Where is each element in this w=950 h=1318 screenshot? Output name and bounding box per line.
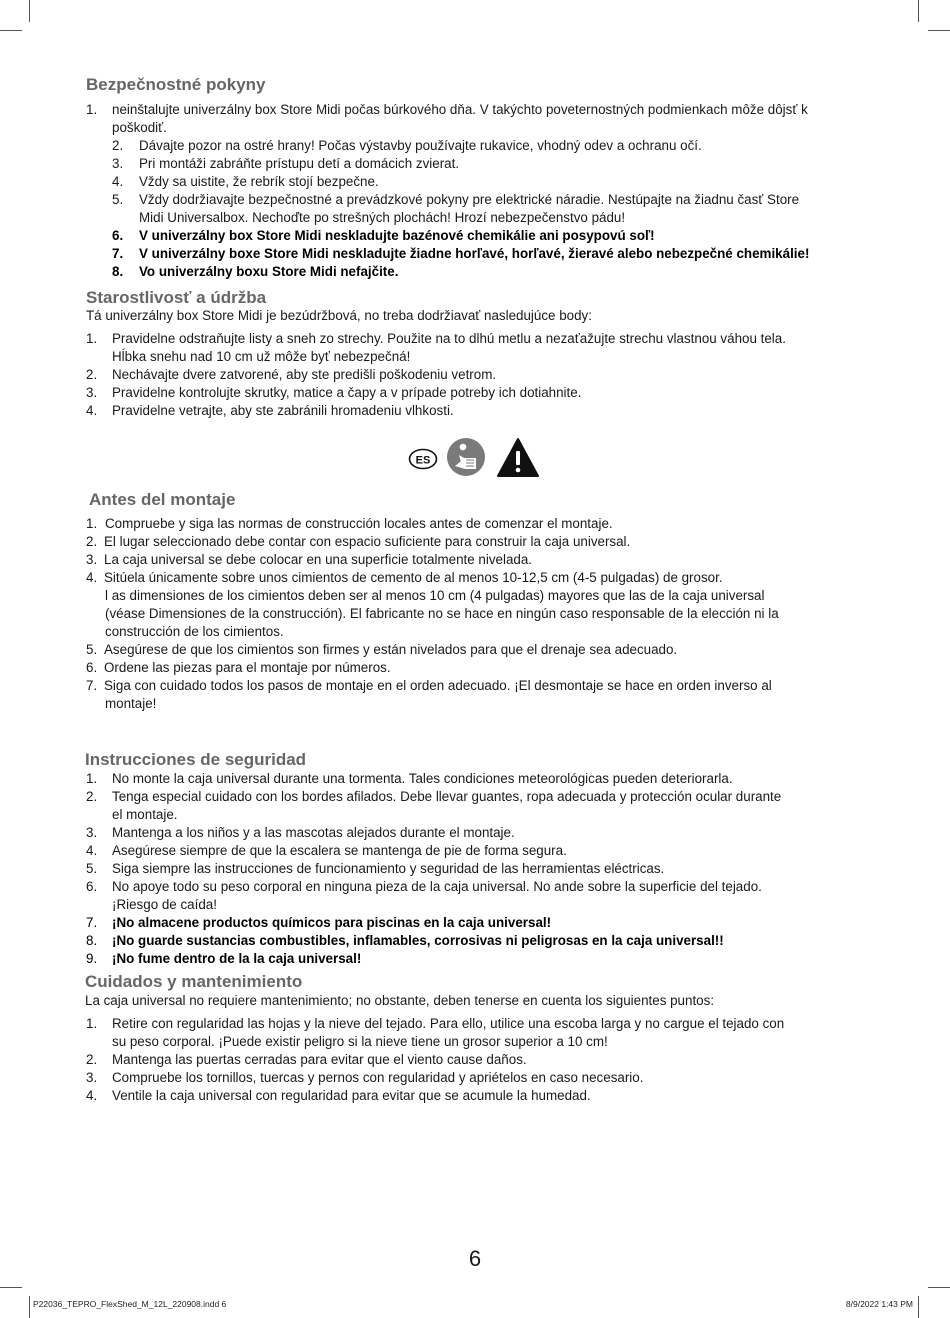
crop-mark (918, 1296, 919, 1318)
footer-file-name: P22036_TEPRO_FlexShed_M_12L_220908.indd 6 (33, 1299, 227, 1309)
crop-mark (928, 30, 950, 31)
crop-mark (29, 1296, 30, 1318)
icon-row-svg (406, 436, 542, 480)
crop-mark (29, 0, 30, 22)
section-heading-sk-care: Starostlivosť a údržba (86, 288, 267, 307)
crop-mark (0, 30, 22, 31)
crop-mark (0, 1287, 22, 1288)
section-intro: Tá univerzálny box Store Midi je bezúdržbová, no treba dodržiavať nasledujúce body: (86, 308, 592, 323)
page-number: 6 (468, 1246, 482, 1271)
crop-mark (918, 0, 919, 22)
read-manual-icon (447, 438, 485, 476)
section-intro: La caja universal no requiere mantenimiento; no obstante, deben tenerse en cuenta los siguientes puntos: (85, 993, 715, 1008)
crop-mark (928, 1287, 950, 1288)
section-heading-es-assembly: Antes del montaje (89, 490, 236, 509)
section-heading-sk-safety: Bezpečnostné pokyny (86, 75, 266, 94)
section-heading-es-safety: Instrucciones de seguridad (85, 750, 307, 769)
footer-timestamp: 8/9/2022 1:43 PM (845, 1299, 913, 1309)
language-icon-row (406, 436, 542, 480)
section-heading-es-care: Cuidados y mantenimiento (85, 972, 303, 991)
language-es-icon (410, 450, 437, 469)
warning-icon (498, 439, 538, 476)
language-es-label: ES (415, 454, 431, 467)
